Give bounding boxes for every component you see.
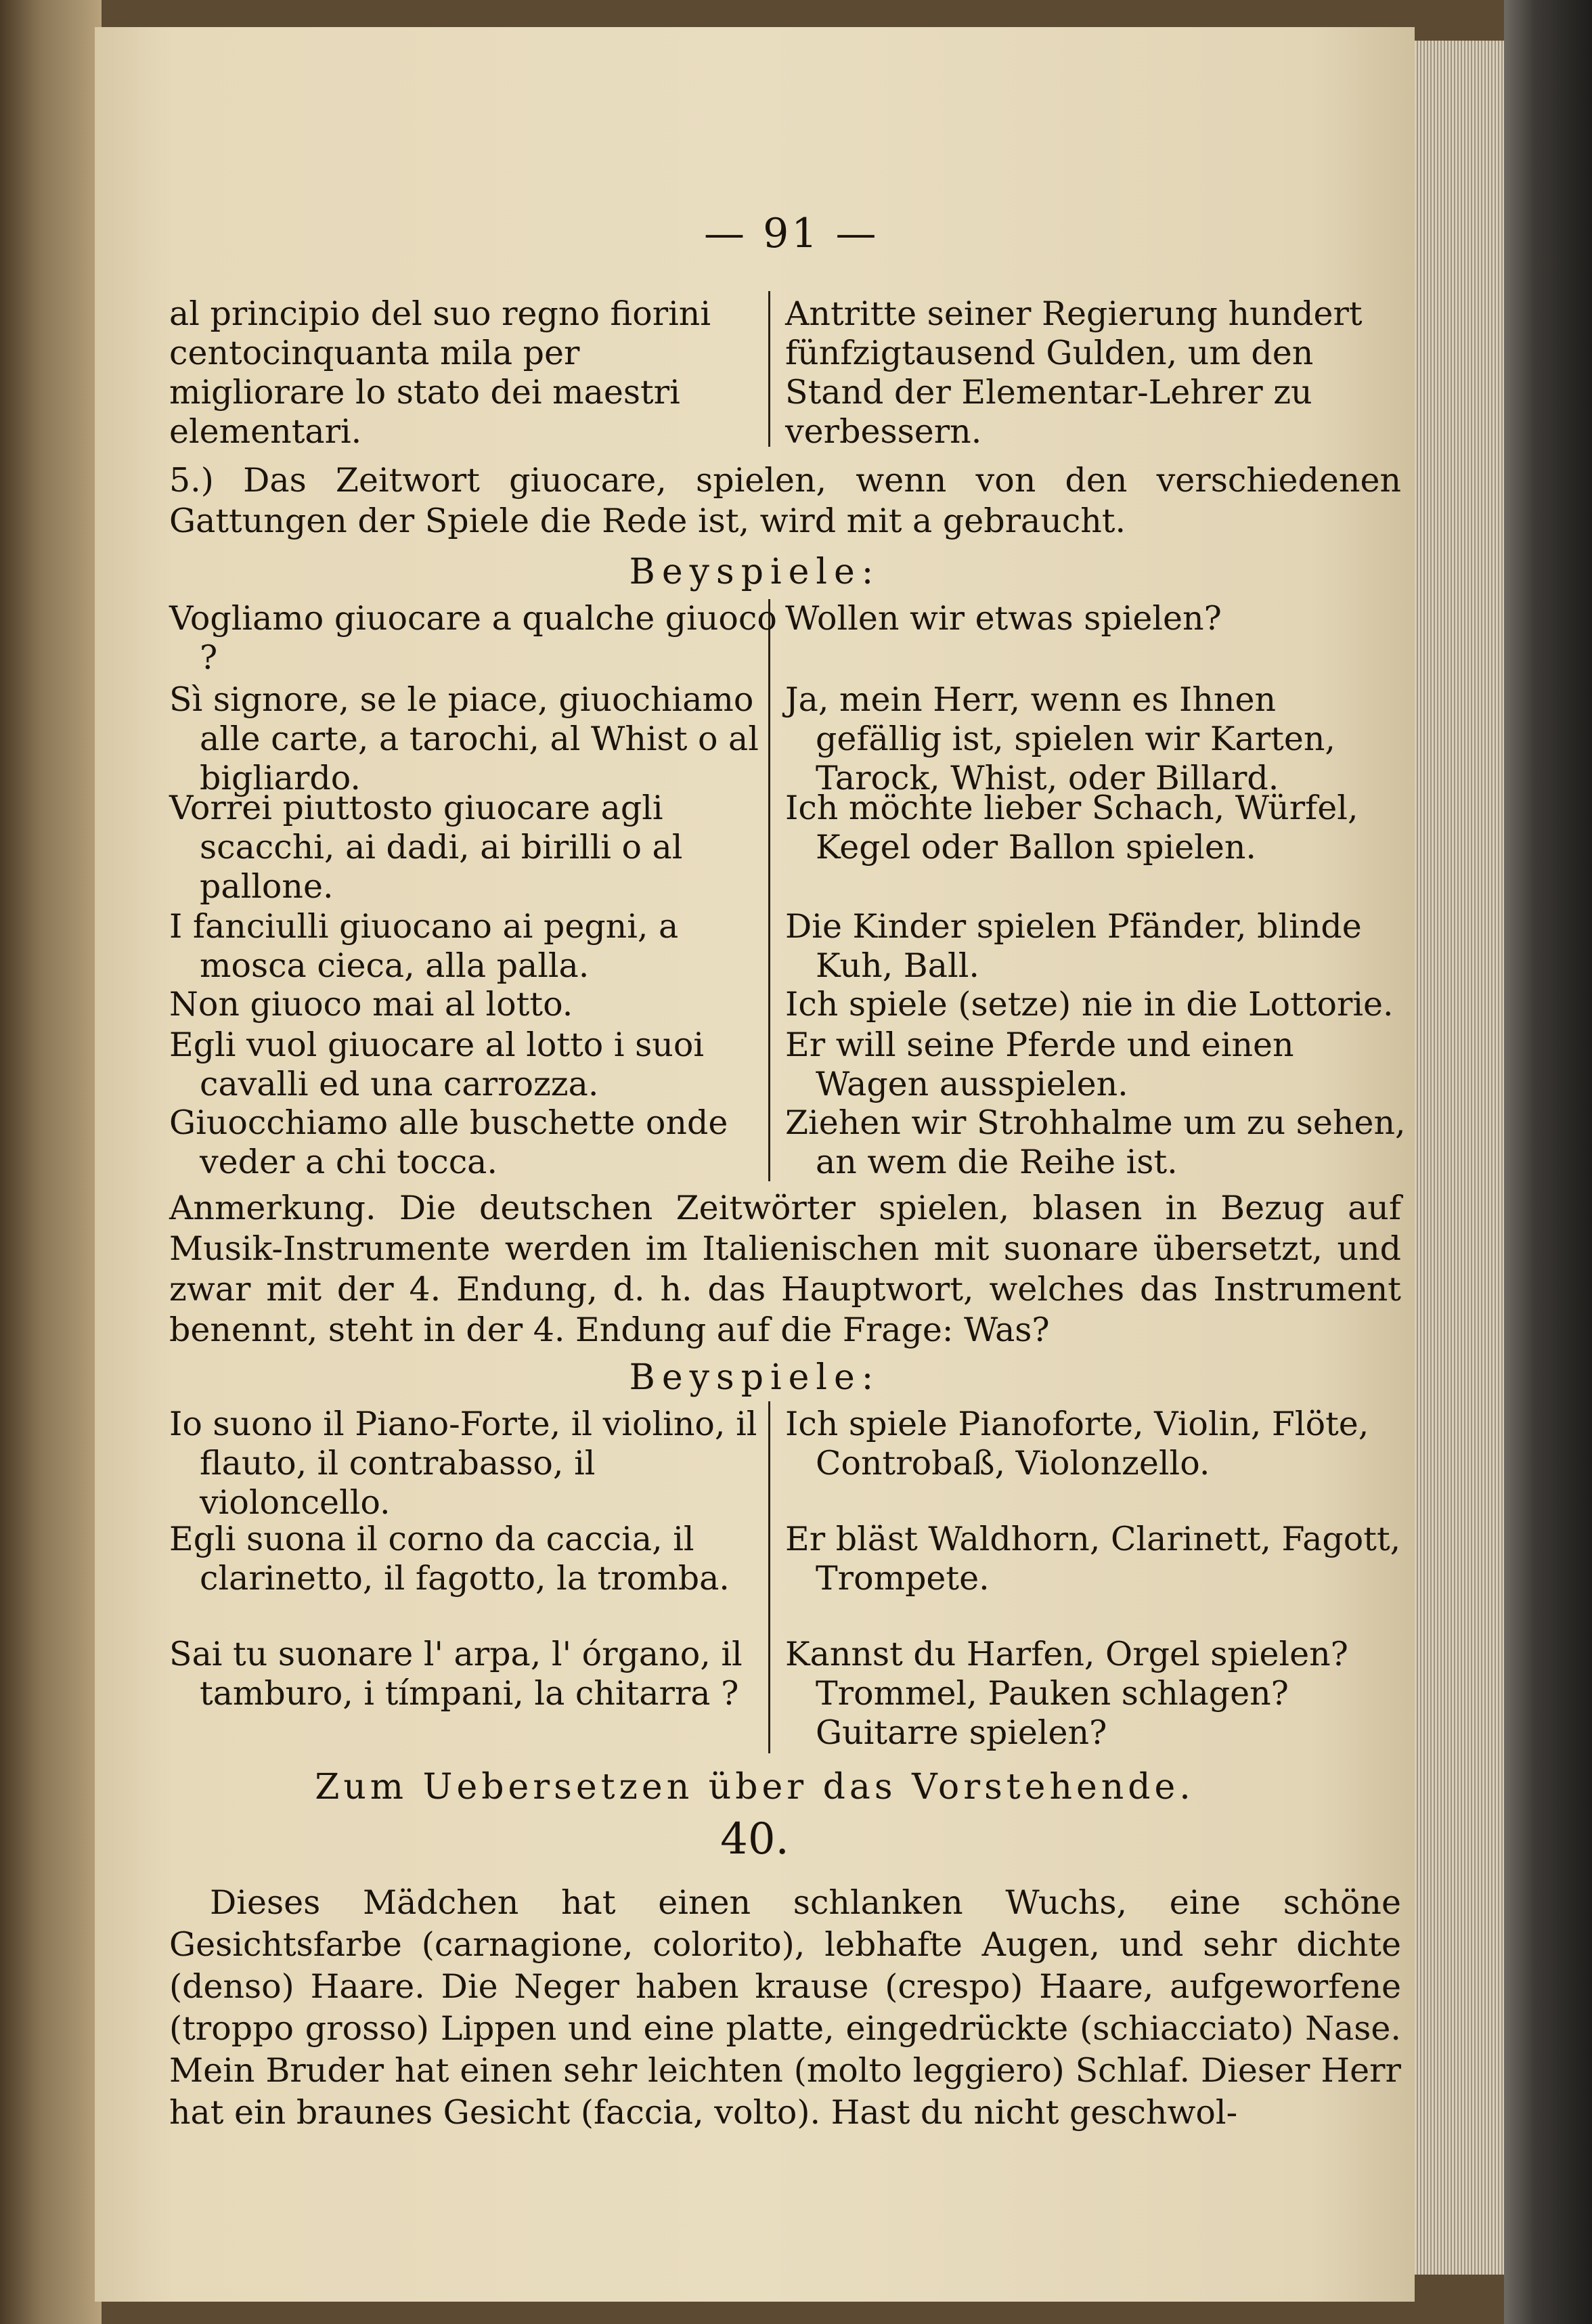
example-german: Wollen wir etwas spielen? bbox=[785, 599, 1222, 638]
page-number: — 91 — bbox=[704, 210, 879, 257]
example-italian: I fanciulli giuocano ai pegni, a mosca cieca, alla palla. bbox=[169, 907, 679, 985]
example-italian: Vogliamo giuocare a qualche giuoco ? bbox=[169, 599, 777, 677]
example-german: Ich spiele Pianoforte, Violin, Flöte, Controbaß, Violonzello. bbox=[785, 1405, 1369, 1483]
exercise-heading: Zum Uebersetzen über das Vorstehende. bbox=[315, 1767, 1195, 1807]
anmerkung-paragraph: Anmerkung. Die deutschen Zeitwörter spielen, blasen in Bezug auf Musik-Instrumente werden im Italienischen mit suonare übersetzt, und zwar mit der 4. Endung, d. h. das Hauptwort, welches das Instrument benennt, steht in der 4. Endung auf die Frage: Was? bbox=[169, 1189, 1401, 1349]
example-italian: Vorrei piuttosto giuocare agli scacchi, ai dadi, ai birilli o al pallone. bbox=[169, 789, 683, 906]
example-italian: Io suono il Piano-Forte, il violino, il flauto, il contrabasso, il violoncello. bbox=[169, 1405, 757, 1522]
example-italian: Giuocchiamo alle buschette onde veder a chi tocca. bbox=[169, 1103, 728, 1181]
example-german: Er will seine Pferde und einen Wagen ausspielen. bbox=[785, 1026, 1294, 1103]
example-german: Ziehen wir Strohhalme um zu sehen, an wem die Reihe ist. bbox=[785, 1103, 1406, 1181]
example-italian: Egli vuol giuocare al lotto i suoi cavalli ed una carrozza. bbox=[169, 1026, 705, 1103]
example-german: Die Kinder spielen Pfänder, blinde Kuh, Ball. bbox=[785, 907, 1362, 985]
example-german: Ja, mein Herr, wenn es Ihnen gefällig ist, spielen wir Karten, Tarock, Whist, oder Billard. bbox=[785, 680, 1335, 797]
example-italian: Egli suona il corno da caccia, il clarinetto, il fagotto, la tromba. bbox=[169, 1520, 730, 1598]
example-italian: Non giuoco mai al lotto. bbox=[169, 985, 573, 1024]
exercise-number: 40. bbox=[720, 1814, 789, 1864]
book-cover-edge bbox=[1504, 0, 1592, 2324]
rule-5-paragraph: 5.) Das Zeitwort giuocare, spielen, wenn von den verschiedenen Gattungen der Spiele die Rede ist, wird mit a gebraucht. bbox=[169, 461, 1401, 540]
column-divider bbox=[768, 291, 770, 447]
exercise-paragraph: Dieses Mädchen hat einen schlanken Wuchs, eine schöne Gesichtsfarbe (carnagione, colorito), lebhafte Augen, und sehr dichte (denso) Haare. Die Neger haben krause (crespo) Haare, aufgeworfene (troppo grosso) Lippen und eine platte, eingedrückte (schiacciato) Nase. Mein Bruder hat einen sehr leichten (molto leggiero) Schlaf. Dieser Herr hat ein braunes Gesicht (faccia, volto). Hast du nicht geschwol- bbox=[169, 1883, 1401, 2132]
example-german: Kannst du Harfen, Orgel spielen? Trommel, Pauken schlagen? Guitarre spielen? bbox=[785, 1635, 1348, 1752]
example-german: Er bläst Waldhorn, Clarinett, Fagott, Trompete. bbox=[785, 1520, 1401, 1598]
example-german: Ich spiele (setze) nie in die Lottorie. bbox=[785, 985, 1394, 1024]
italian-text: al principio del suo regno fiorini centocinquanta mila per migliorare lo stato dei maestri elementari. bbox=[169, 294, 711, 451]
page-edges bbox=[1415, 41, 1509, 2275]
german-text: Antritte seiner Regierung hundert fünfzigtausend Gulden, um den Stand der Elementar-Lehrer zu verbessern. bbox=[785, 294, 1363, 451]
example-german: Ich möchte lieber Schach, Würfel, Kegel oder Ballon spielen. bbox=[785, 789, 1358, 867]
book-spine-shadow bbox=[0, 0, 102, 2324]
section-label-beispiele: Beyspiele: bbox=[629, 552, 881, 592]
book-page bbox=[95, 27, 1415, 2302]
section-label-beispiele: Beyspiele: bbox=[629, 1357, 881, 1398]
example-italian: Sai tu suonare l' arpa, l' órgano, il tamburo, i tímpani, la chitarra ? bbox=[169, 1635, 743, 1713]
example-italian: Sì signore, se le piace, giuochiamo alle carte, a tarochi, al Whist o al bigliardo. bbox=[169, 680, 759, 797]
